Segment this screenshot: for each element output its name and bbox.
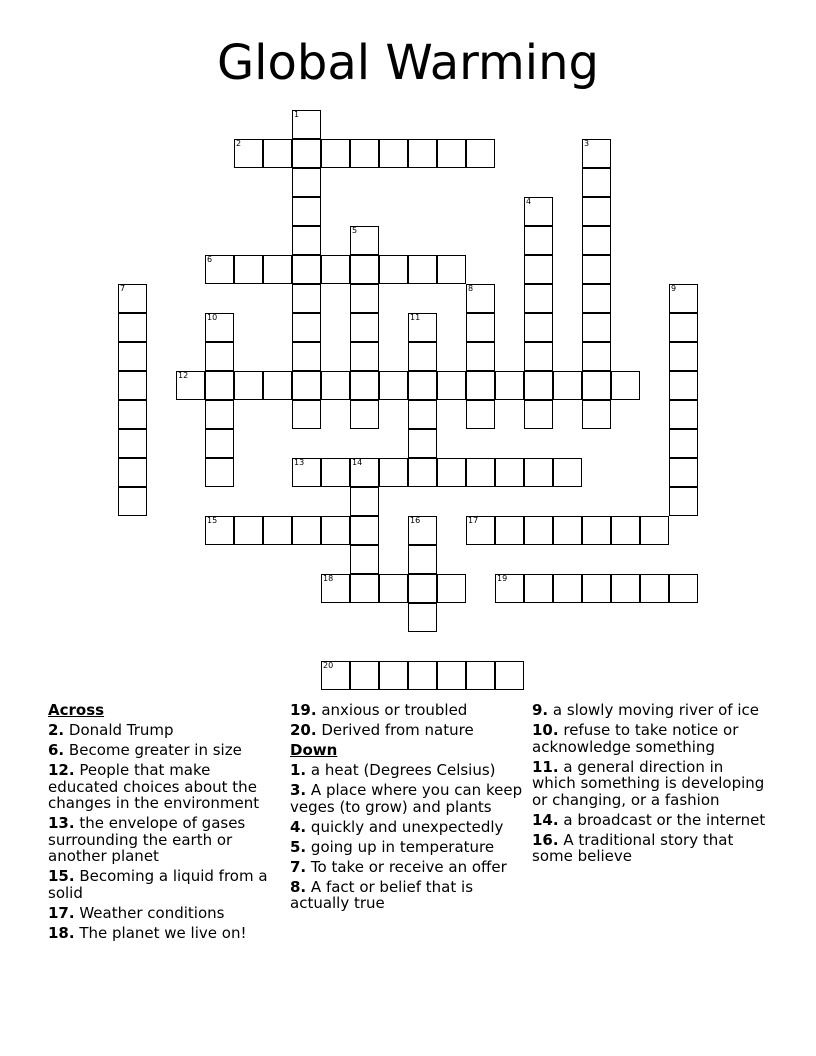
clue-across-15 xyxy=(48,868,284,901)
cell-number: 10 xyxy=(207,313,218,322)
clue-text: A fact or belief that is actually true xyxy=(290,877,474,912)
grid-cell[interactable] xyxy=(118,342,147,371)
clue-column-1 xyxy=(48,702,284,945)
grid-cell[interactable] xyxy=(408,400,437,429)
grid-cell[interactable] xyxy=(669,429,698,458)
cell-number: 7 xyxy=(120,284,126,293)
grid-cell[interactable] xyxy=(350,545,379,574)
grid-cell[interactable] xyxy=(408,313,437,342)
grid-cell[interactable] xyxy=(321,574,350,603)
clue-text: a heat (Degrees Celsius) xyxy=(310,761,496,779)
grid-cell[interactable] xyxy=(611,574,640,603)
grid-cell[interactable] xyxy=(350,226,379,255)
grid-cell[interactable] xyxy=(611,371,640,400)
grid-cell[interactable] xyxy=(379,574,408,603)
grid-cell[interactable] xyxy=(466,139,495,168)
cell-number: 17 xyxy=(468,516,479,525)
grid-cell[interactable] xyxy=(437,661,466,690)
clue-across-19 xyxy=(290,702,526,719)
clue-across-6 xyxy=(48,742,284,759)
clue-number: 4. xyxy=(290,817,307,836)
grid-cell[interactable] xyxy=(321,139,350,168)
grid-cell[interactable] xyxy=(118,487,147,516)
grid-cell[interactable] xyxy=(350,139,379,168)
clue-text: Derived from nature xyxy=(321,721,474,739)
grid-cell[interactable] xyxy=(466,661,495,690)
grid-cell[interactable] xyxy=(350,342,379,371)
grid-cell[interactable] xyxy=(553,371,582,400)
clue-text: People that make educated choices about the changes in the environment xyxy=(48,761,260,812)
grid-cell[interactable] xyxy=(437,458,466,487)
clue-column-2 xyxy=(290,702,526,915)
grid-cell[interactable] xyxy=(553,516,582,545)
grid-cell[interactable] xyxy=(292,313,321,342)
grid-cell[interactable] xyxy=(292,255,321,284)
cell-number: 19 xyxy=(497,574,508,583)
grid-cell[interactable] xyxy=(292,371,321,400)
grid-cell[interactable] xyxy=(292,168,321,197)
cell-number: 12 xyxy=(178,371,189,380)
grid-cell[interactable] xyxy=(611,516,640,545)
grid-cell[interactable] xyxy=(263,371,292,400)
grid-cell[interactable] xyxy=(524,516,553,545)
clue-number: 6. xyxy=(48,741,65,759)
grid-cell[interactable] xyxy=(582,255,611,284)
grid-cell[interactable] xyxy=(292,139,321,168)
grid-cell[interactable] xyxy=(582,342,611,371)
down-heading: Down xyxy=(290,741,338,759)
grid-cell[interactable] xyxy=(669,313,698,342)
clue-down-5 xyxy=(290,839,526,856)
clue-down-7 xyxy=(290,859,526,876)
clue-across-20 xyxy=(290,722,526,739)
clue-text: Become greater in size xyxy=(68,741,242,759)
clue-number: 1. xyxy=(290,761,307,779)
clue-text: Becoming a liquid from a solid xyxy=(48,867,268,902)
clue-text: going up in temperature xyxy=(310,837,495,856)
clue-text: a broadcast or the internet xyxy=(563,810,766,829)
grid-cell[interactable] xyxy=(669,458,698,487)
clue-text: a general direction in which something is developing or changing, or a fashion xyxy=(532,757,765,809)
grid-cell[interactable] xyxy=(669,284,698,313)
grid-cell[interactable] xyxy=(379,255,408,284)
grid-cell[interactable] xyxy=(408,255,437,284)
grid-cell[interactable] xyxy=(205,342,234,371)
grid-cell[interactable] xyxy=(466,371,495,400)
grid-cell[interactable] xyxy=(466,458,495,487)
clue-text: the envelope of gases surrounding the earth or another planet xyxy=(48,814,246,865)
grid-cell[interactable] xyxy=(582,284,611,313)
grid-cell[interactable] xyxy=(524,197,553,226)
clue-text: A traditional story that some believe xyxy=(532,830,734,865)
grid-cell[interactable] xyxy=(640,516,669,545)
grid-cell[interactable] xyxy=(321,516,350,545)
grid-cell[interactable] xyxy=(495,458,524,487)
grid-cell[interactable] xyxy=(582,371,611,400)
clue-number: 17. xyxy=(48,903,75,922)
cell-number: 6 xyxy=(207,255,213,264)
cell-number: 1 xyxy=(294,110,300,119)
grid-cell[interactable] xyxy=(640,574,669,603)
grid-cell[interactable] xyxy=(669,342,698,371)
grid-cell[interactable] xyxy=(495,371,524,400)
clue-number: 7. xyxy=(290,857,307,876)
cell-number: 18 xyxy=(323,574,334,583)
clue-number: 14. xyxy=(532,810,559,829)
clue-number: 9. xyxy=(532,701,549,719)
grid-cell[interactable] xyxy=(292,516,321,545)
clue-text: A place where you can keep veges (to grow) and plants xyxy=(290,781,523,816)
grid-cell[interactable] xyxy=(582,168,611,197)
grid-cell[interactable] xyxy=(408,545,437,574)
cell-number: 3 xyxy=(584,139,590,148)
grid-cell[interactable] xyxy=(350,661,379,690)
clue-across-17 xyxy=(48,905,284,922)
clue-number: 16. xyxy=(532,830,559,849)
clue-text: To take or receive an offer xyxy=(310,857,507,876)
grid-cell[interactable] xyxy=(408,429,437,458)
grid-cell[interactable] xyxy=(466,284,495,313)
grid-cell[interactable] xyxy=(524,458,553,487)
clue-down-4 xyxy=(290,819,526,836)
grid-cell[interactable] xyxy=(495,574,524,603)
grid-cell[interactable] xyxy=(118,371,147,400)
grid-cell[interactable] xyxy=(118,429,147,458)
clue-number: 10. xyxy=(532,721,559,739)
clue-text: refuse to take notice or acknowledge something xyxy=(532,721,739,756)
grid-cell[interactable] xyxy=(321,371,350,400)
clue-column-3 xyxy=(532,702,768,868)
grid-cell[interactable] xyxy=(582,197,611,226)
grid-cell[interactable] xyxy=(234,139,263,168)
grid-cell[interactable] xyxy=(350,458,379,487)
clue-text: quickly and unexpectedly xyxy=(310,817,504,836)
clue-across-13 xyxy=(48,815,284,865)
grid-cell[interactable] xyxy=(350,400,379,429)
grid-cell[interactable] xyxy=(234,255,263,284)
clue-text: Donald Trump xyxy=(68,721,174,739)
grid-cell[interactable] xyxy=(118,284,147,313)
grid-cell[interactable] xyxy=(408,516,437,545)
grid-cell[interactable] xyxy=(437,574,466,603)
clue-down-3 xyxy=(290,782,526,815)
grid-cell[interactable] xyxy=(669,371,698,400)
grid-cell[interactable] xyxy=(582,313,611,342)
grid-cell[interactable] xyxy=(524,284,553,313)
grid-cell[interactable] xyxy=(524,574,553,603)
grid-cell[interactable] xyxy=(379,371,408,400)
grid-cell[interactable] xyxy=(466,342,495,371)
puzzle-title: Global Warming xyxy=(216,35,600,91)
grid-cell[interactable] xyxy=(466,313,495,342)
clue-text: Weather conditions xyxy=(79,903,225,922)
grid-cell[interactable] xyxy=(582,516,611,545)
cell-number: 5 xyxy=(352,226,358,235)
grid-cell[interactable] xyxy=(321,458,350,487)
clue-down-16 xyxy=(532,832,768,865)
grid-cell[interactable] xyxy=(408,139,437,168)
grid-cell[interactable] xyxy=(379,661,408,690)
cell-number: 15 xyxy=(207,516,218,525)
cell-number: 13 xyxy=(294,458,305,467)
grid-cell[interactable] xyxy=(582,400,611,429)
clue-number: 18. xyxy=(48,923,75,942)
grid-cell[interactable] xyxy=(234,371,263,400)
grid-cell[interactable] xyxy=(292,400,321,429)
clue-text: anxious or troubled xyxy=(321,701,468,719)
grid-cell[interactable] xyxy=(350,487,379,516)
grid-cell[interactable] xyxy=(669,400,698,429)
clue-down-1 xyxy=(290,762,526,779)
cell-number: 16 xyxy=(410,516,421,525)
clue-number: 19. xyxy=(290,701,317,719)
cell-number: 2 xyxy=(236,139,242,148)
clue-number: 12. xyxy=(48,761,75,779)
cell-number: 11 xyxy=(410,313,421,322)
grid-cell[interactable] xyxy=(524,255,553,284)
clue-down-8 xyxy=(290,879,526,912)
grid-cell[interactable] xyxy=(205,458,234,487)
grid-cell[interactable] xyxy=(524,313,553,342)
grid-cell[interactable] xyxy=(437,139,466,168)
grid-cell[interactable] xyxy=(466,400,495,429)
grid-cell[interactable] xyxy=(553,458,582,487)
grid-cell[interactable] xyxy=(350,371,379,400)
grid-cell[interactable] xyxy=(118,313,147,342)
grid-cell[interactable] xyxy=(408,661,437,690)
clue-down-14 xyxy=(532,812,768,829)
grid-cell[interactable] xyxy=(292,458,321,487)
grid-cell[interactable] xyxy=(350,574,379,603)
grid-cell[interactable] xyxy=(408,458,437,487)
grid-cell[interactable] xyxy=(495,516,524,545)
grid-cell[interactable] xyxy=(292,110,321,139)
grid-cell[interactable] xyxy=(582,226,611,255)
grid-cell[interactable] xyxy=(408,574,437,603)
grid-cell[interactable] xyxy=(350,284,379,313)
grid-cell[interactable] xyxy=(263,516,292,545)
clue-number: 3. xyxy=(290,781,307,799)
grid-cell[interactable] xyxy=(321,661,350,690)
grid-cell[interactable] xyxy=(553,574,582,603)
grid-cell[interactable] xyxy=(263,139,292,168)
cell-number: 20 xyxy=(323,661,334,670)
grid-cell[interactable] xyxy=(669,574,698,603)
clue-across-12 xyxy=(48,762,284,812)
grid-cell[interactable] xyxy=(466,516,495,545)
grid-cell[interactable] xyxy=(408,603,437,632)
grid-cell[interactable] xyxy=(118,400,147,429)
grid-cell[interactable] xyxy=(524,371,553,400)
grid-cell[interactable] xyxy=(437,371,466,400)
clue-number: 2. xyxy=(48,721,65,739)
grid-cell[interactable] xyxy=(437,255,466,284)
clue-number: 11. xyxy=(532,757,559,776)
clue-number: 20. xyxy=(290,721,317,739)
clue-down-10 xyxy=(532,722,768,755)
cell-number: 9 xyxy=(671,284,677,293)
grid-cell[interactable] xyxy=(205,371,234,400)
clue-down-11 xyxy=(532,759,768,809)
clue-number: 15. xyxy=(48,867,75,885)
grid-cell[interactable] xyxy=(205,400,234,429)
grid-cell[interactable] xyxy=(118,458,147,487)
grid-cell[interactable] xyxy=(205,429,234,458)
grid-cell[interactable] xyxy=(176,371,205,400)
across-heading: Across xyxy=(48,701,105,719)
cell-number: 8 xyxy=(468,284,474,293)
grid-cell[interactable] xyxy=(524,226,553,255)
grid-cell[interactable] xyxy=(524,342,553,371)
grid-cell[interactable] xyxy=(582,139,611,168)
clue-text: The planet we live on! xyxy=(79,923,247,942)
grid-cell[interactable] xyxy=(292,226,321,255)
clue-number: 8. xyxy=(290,877,307,896)
grid-cell[interactable] xyxy=(292,342,321,371)
cell-number: 14 xyxy=(352,458,363,467)
grid-cell[interactable] xyxy=(263,255,292,284)
clue-number: 5. xyxy=(290,837,307,856)
clue-down-9 xyxy=(532,702,768,719)
grid-cell[interactable] xyxy=(292,197,321,226)
clue-across-2 xyxy=(48,722,284,739)
grid-cell[interactable] xyxy=(582,574,611,603)
grid-cell[interactable] xyxy=(321,255,350,284)
cell-number: 4 xyxy=(526,197,532,206)
grid-cell[interactable] xyxy=(379,139,408,168)
clue-across-18 xyxy=(48,925,284,942)
grid-cell[interactable] xyxy=(234,516,263,545)
grid-cell[interactable] xyxy=(350,516,379,545)
grid-cell[interactable] xyxy=(669,487,698,516)
grid-cell[interactable] xyxy=(524,400,553,429)
grid-cell[interactable] xyxy=(292,284,321,313)
grid-cell[interactable] xyxy=(408,342,437,371)
grid-cell[interactable] xyxy=(205,255,234,284)
grid-cell[interactable] xyxy=(350,313,379,342)
clue-text: a slowly moving river of ice xyxy=(552,701,759,719)
grid-cell[interactable] xyxy=(205,313,234,342)
grid-cell[interactable] xyxy=(379,458,408,487)
grid-cell[interactable] xyxy=(408,371,437,400)
grid-cell[interactable] xyxy=(350,255,379,284)
grid-cell[interactable] xyxy=(205,516,234,545)
grid-cell[interactable] xyxy=(495,661,524,690)
clue-number: 13. xyxy=(48,814,75,832)
